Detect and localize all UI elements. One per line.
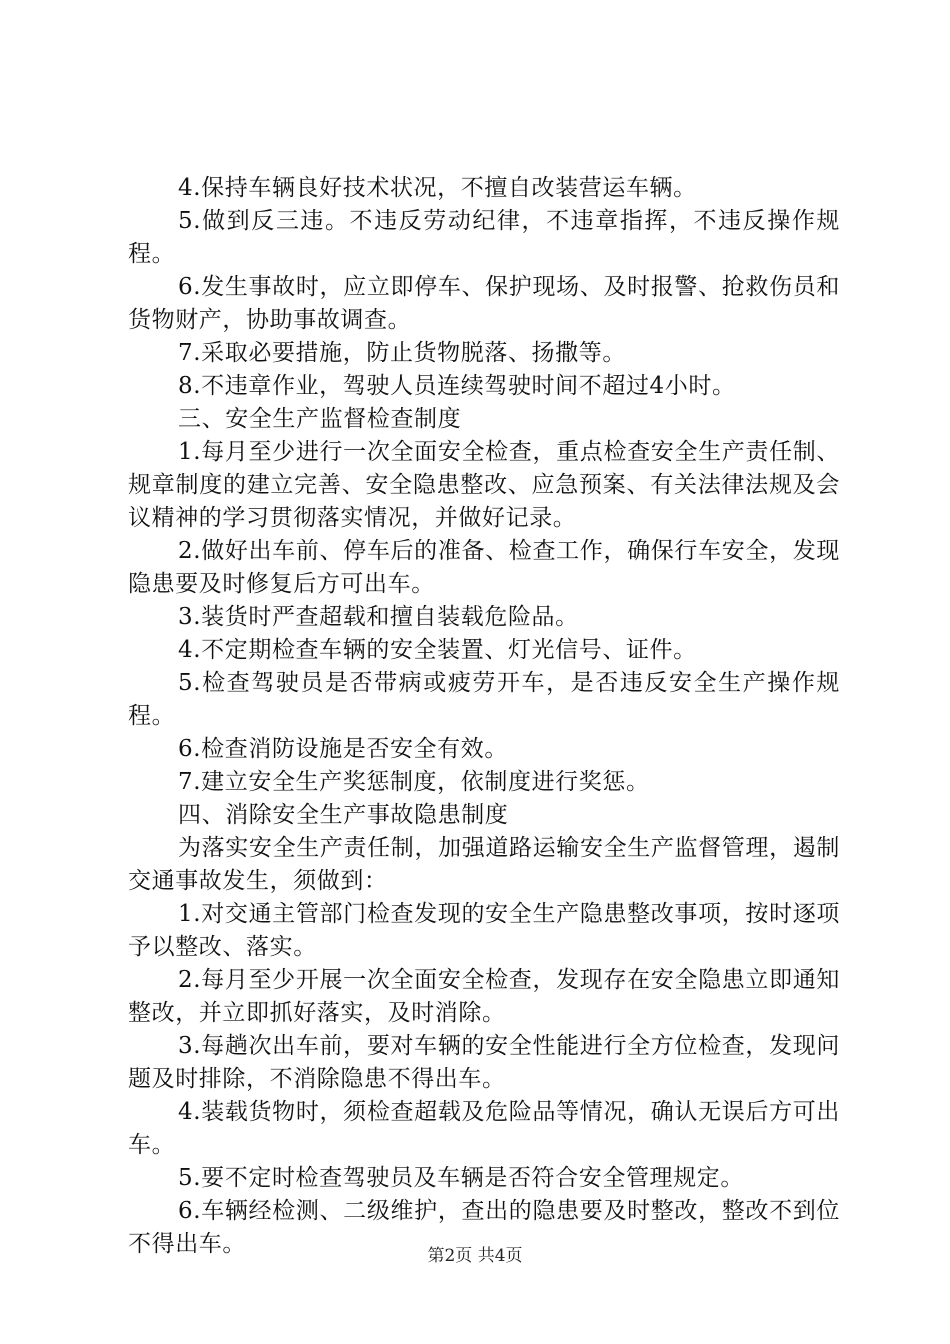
paragraph: 1.每月至少进行一次全面安全检查，重点检查安全生产责任制、规章制度的建立完善、安全隐患整改、应急预案、有关法律法规及会议精神的学习贯彻落实情况，并做好记录。 [128,439,840,531]
paragraph: 2.做好出车前、停车后的准备、检查工作，确保行车安全，发现隐患要及时修复后方可出车。 [128,538,840,597]
paragraph: 7.采取必要措施，防止货物脱落、扬撒等。 [178,340,626,366]
page-footer: 第2页 共4页 [427,1246,523,1266]
paragraph: 4.保持车辆良好技术状况，不擅自改装营运车辆。 [178,175,697,201]
paragraph: 4.不定期检查车辆的安全装置、灯光信号、证件。 [178,637,697,663]
paragraph: 2.每月至少开展一次全面安全检查，发现存在安全隐患立即通知整改，并立即抓好落实，及时消除。 [128,967,840,1026]
section-heading: 四、消除安全生产事故隐患制度 [178,802,509,828]
paragraph: 5.要不定时检查驾驶员及车辆是否符合安全管理规定。 [178,1165,744,1191]
paragraph: 4.装载货物时，须检查超载及危险品等情况，确认无误后方可出车。 [128,1099,840,1158]
paragraph: 6.检查消防设施是否安全有效。 [178,736,508,762]
paragraph: 5.检查驾驶员是否带病或疲劳开车，是否违反安全生产操作规程。 [128,670,840,729]
paragraph: 3.每趟次出车前，要对车辆的安全性能进行全方位检查，发现问题及时排除，不消除隐患不得出车。 [128,1033,840,1092]
paragraph: 1.对交通主管部门检查发现的安全生产隐患整改事项，按时逐项予以整改、落实。 [128,901,840,960]
paragraph: 7.建立安全生产奖惩制度，依制度进行奖惩。 [178,769,650,795]
paragraph: 3.装货时严查超载和擅自装载危险品。 [178,604,579,630]
section-heading: 三、安全生产监督检查制度 [178,406,462,432]
document-body [128,172,840,1261]
paragraph: 5.做到反三违。不违反劳动纪律，不违章指挥，不违反操作规程。 [128,208,840,267]
paragraph: 8.不违章作业，驾驶人员连续驾驶时间不超过4小时。 [178,373,736,399]
paragraph: 为落实安全生产责任制，加强道路运输安全生产监督管理，遏制交通事故发生，须做到： [128,835,840,894]
paragraph: 6.车辆经检测、二级维护，查出的隐患要及时整改，整改不到位不得出车。 [128,1198,840,1257]
paragraph: 6.发生事故时，应立即停车、保护现场、及时报警、抢救伤员和货物财产，协助事故调查。 [128,274,840,333]
